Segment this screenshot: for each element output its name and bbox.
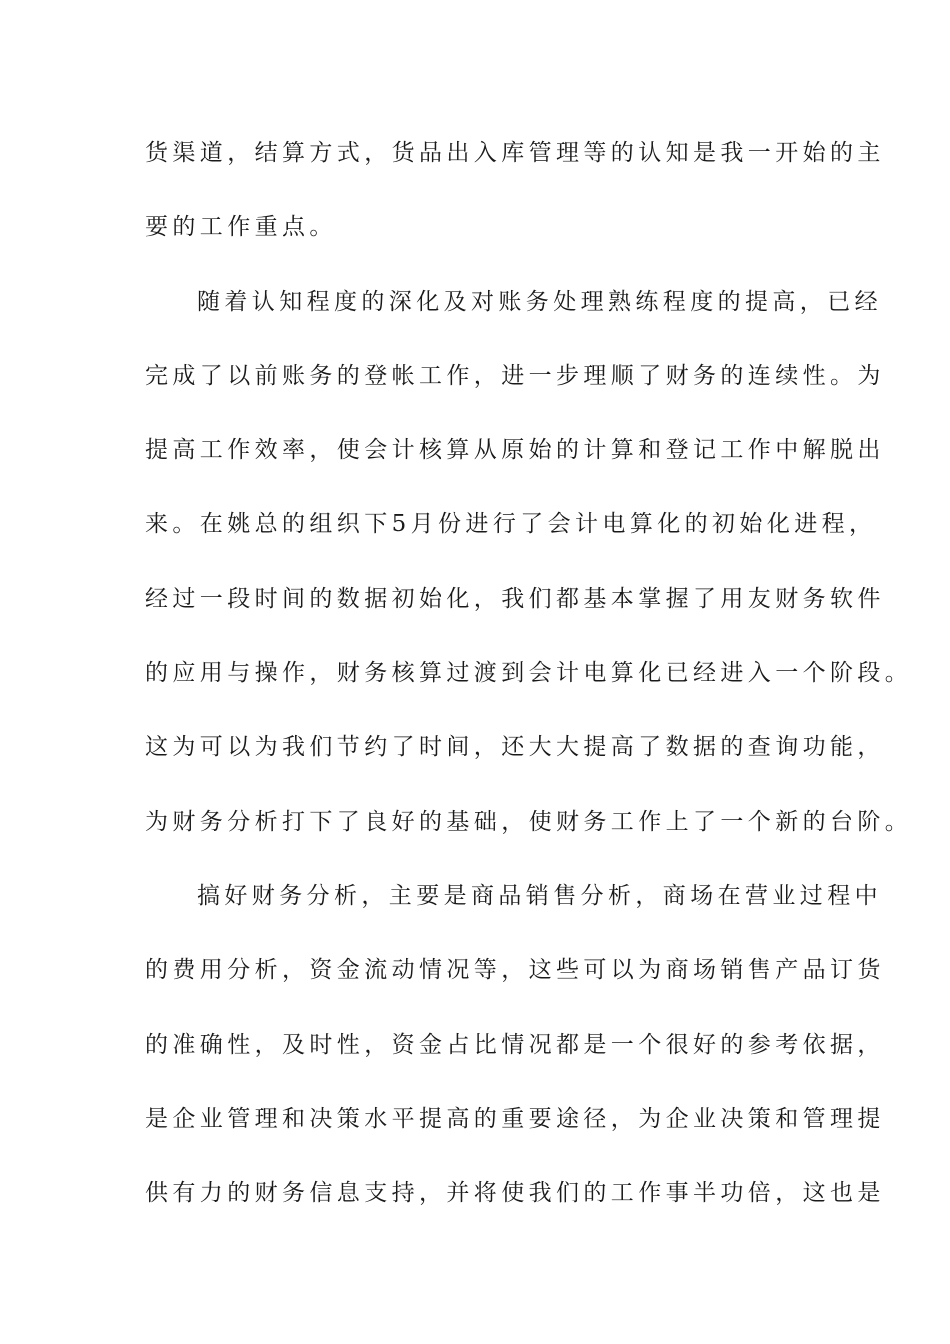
text-line: 这为可以为我们节约了时间，还大大提高了数据的查询功能， <box>145 734 885 761</box>
document-body <box>145 128 913 1242</box>
text-line: 来。在姚总的组织下5月份进行了会计电算化的初始化进程， <box>145 511 877 538</box>
text-line: 是企业管理和决策水平提高的重要途径，为企业决策和管理提 <box>145 1105 885 1132</box>
text-line: 的应用与操作，财务核算过渡到会计电算化已经进入一个阶段。 <box>145 660 913 687</box>
text-line: 供有力的财务信息支持，并将使我们的工作事半功倍，这也是 <box>145 1180 885 1207</box>
text-line: 要的工作重点。 <box>145 214 337 241</box>
text-line: 完成了以前账务的登帐工作，进一步理顺了财务的连续性。为 <box>145 362 885 389</box>
text-line: 为财务分析打下了良好的基础，使财务工作上了一个新的台阶。 <box>145 808 913 835</box>
text-line: 的准确性，及时性，资金占比情况都是一个很好的参考依据， <box>145 1031 885 1058</box>
text-line: 货渠道，结算方式，货品出入库管理等的认知是我一开始的主 <box>145 140 885 166</box>
text-line: 经过一段时间的数据初始化，我们都基本掌握了用友财务软件 <box>145 585 885 612</box>
text-line: 的费用分析，资金流动情况等，这些可以为商场销售产品订货 <box>145 957 885 984</box>
paragraph-start-line: 随着认知程度的深化及对账务处理熟练程度的提高，已经 <box>197 288 882 315</box>
text-line: 提高工作效率，使会计核算从原始的计算和登记工作中解脱出 <box>145 437 885 464</box>
paragraph-start-line: 搞好财务分析，主要是商品销售分析，商场在营业过程中 <box>197 882 882 909</box>
